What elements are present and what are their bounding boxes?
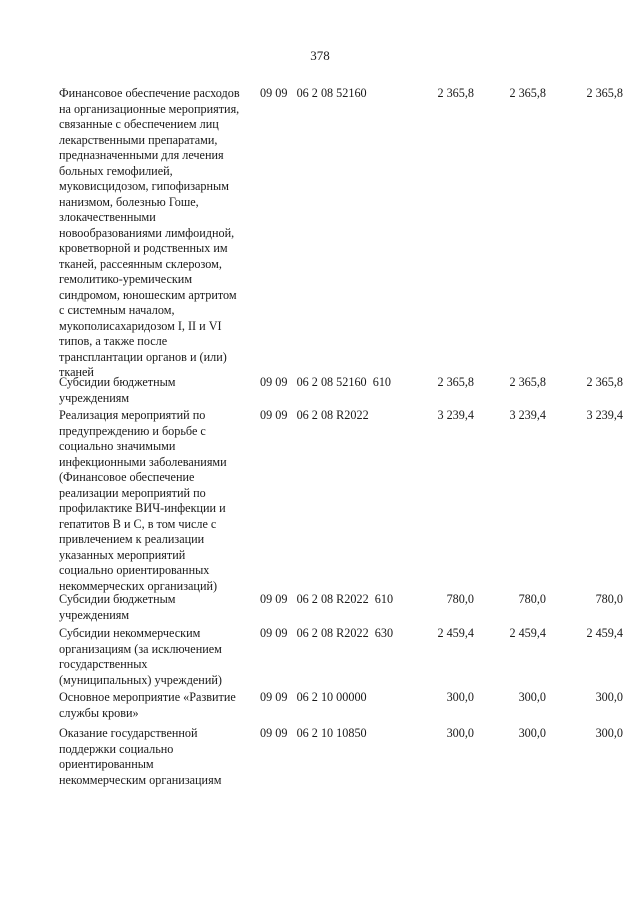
amount-year-2: 2 459,4 bbox=[509, 626, 546, 640]
row-description: Субсидии некоммерческим организациям (за исключением государственных (муниципальных) учреждений) bbox=[59, 626, 222, 687]
amount-year-1: 2 365,8 bbox=[437, 86, 474, 100]
amount-year-2: 2 365,8 bbox=[509, 86, 546, 100]
amount-year-2: 780,0 bbox=[518, 592, 546, 606]
budget-code: 09 09 06 2 10 00000 bbox=[260, 690, 367, 704]
amount-year-1: 3 239,4 bbox=[437, 408, 474, 422]
amount-year-2: 3 239,4 bbox=[509, 408, 546, 422]
amount-year-1: 780,0 bbox=[446, 592, 474, 606]
amount-year-1: 2 459,4 bbox=[437, 626, 474, 640]
row-description: Субсидии бюджетным учреждениям bbox=[59, 375, 176, 405]
budget-code: 09 09 06 2 08 52160 bbox=[260, 86, 367, 100]
amount-year-2: 300,0 bbox=[518, 690, 546, 704]
row-description: Реализация мероприятий по предупреждению и борьбе с социально значимыми инфекционными заболеваниями (Финансовое обеспечение реализации мероприятий по профилактике ВИЧ-инфекции и гепатитов B и C, в том числе с привлечением к реализации указанных мероприятий социально ориентированных некоммерческих организаций) bbox=[59, 408, 227, 593]
budget-code: 09 09 06 2 08 R2022 610 bbox=[260, 592, 394, 606]
budget-code: 09 09 06 2 08 R2022 bbox=[260, 408, 369, 422]
amount-year-3: 2 365,8 bbox=[586, 375, 623, 389]
amount-year-2: 300,0 bbox=[518, 726, 546, 740]
amount-year-3: 2 365,8 bbox=[586, 86, 623, 100]
amount-year-3: 300,0 bbox=[595, 690, 623, 704]
amount-year-1: 300,0 bbox=[446, 690, 474, 704]
amount-year-2: 2 365,8 bbox=[509, 375, 546, 389]
budget-code: 09 09 06 2 08 52160 610 bbox=[260, 375, 392, 389]
budget-code: 09 09 06 2 10 10850 bbox=[260, 726, 367, 740]
row-description: Основное мероприятие «Развитие службы крови» bbox=[59, 690, 236, 720]
row-description: Оказание государственной поддержки социально ориентированным некоммерческим организациям bbox=[59, 726, 222, 787]
row-description: Финансовое обеспечение расходов на организационные мероприятия, связанные с обеспечением лиц лекарственными препаратами, предназначенными для лечения больных гемофилией, муковисцидозом, гипофизарным нанизмом, болезнью Гоше, злокачественными новообразованиями лимфоидной, кроветворной и родственных им тканей, рассеянным склерозом, гемолитико-уремическим синдромом, юношеским артритом с системным началом, мукополисахаридозом I, II и VI типов, а также после трансплантации органов и (или) тканей bbox=[59, 86, 240, 379]
amount-year-3: 3 239,4 bbox=[586, 408, 623, 422]
budget-code: 09 09 06 2 08 R2022 630 bbox=[260, 626, 394, 640]
amount-year-1: 2 365,8 bbox=[437, 375, 474, 389]
row-description: Субсидии бюджетным учреждениям bbox=[59, 592, 176, 622]
amount-year-1: 300,0 bbox=[446, 726, 474, 740]
amount-year-3: 300,0 bbox=[595, 726, 623, 740]
amount-year-3: 780,0 bbox=[595, 592, 623, 606]
amount-year-3: 2 459,4 bbox=[586, 626, 623, 640]
page-number: 378 bbox=[310, 48, 330, 63]
